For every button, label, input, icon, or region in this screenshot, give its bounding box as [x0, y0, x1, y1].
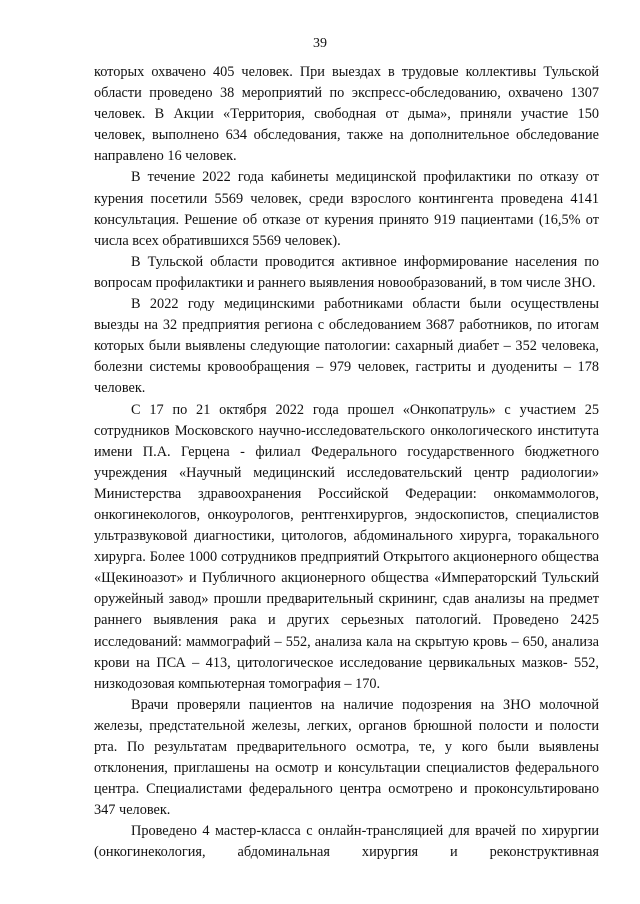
paragraph-enterprise-visits: В 2022 году медицинскими работниками области были осуществлены выезды на 32 предприятия региона с обследованием 3687 работников, по итогам которых были выявлены следующие патологии: сахарный диабет – 352 человека, болезни системы кровообращения – 979 человек, гастриты и дуодениты – 178 человек.	[94, 296, 599, 397]
paragraph-continuation: которых охвачено 405 человек. При выездах в трудовые коллективы Тульской области проведено 38 мероприятий по экспресс-обследованию, охвачено 1307 человек. В Акции «Территория, свободная от дыма», приняли участие 150 человек, выполнено 634 обследования, также на дополнительное обследование направлено 16 человек.	[94, 64, 599, 165]
paragraph-public-information: В Тульской области проводится активное информирование населения по вопросам профилактики и раннего выявления новообразований, в том числе ЗНО.	[94, 253, 599, 291]
body-text	[94, 62, 599, 864]
paragraph-master-classes: Проведено 4 мастер-класса с онлайн-трансляцией для врачей по хирургии (онкогинекология, абдоминальная хирургия и реконструктивная	[94, 823, 599, 861]
paragraph-doctors-examination: Врачи проверяли пациентов на наличие подозрения на ЗНО молочной железы, предстательной железы, легких, органов брюшной полости и полости рта. По результатам предварительного осмотра, те, у кого были выявлены отклонения, приглашены на осмотр и консультации специалистов федерального центра. Специалистами федерального центра осмотрено и проконсультировано 347 человек.	[94, 696, 599, 819]
page-number: 39	[313, 36, 327, 51]
paragraph-onkopatrol: С 17 по 21 октября 2022 года прошел «Онкопатруль» с участием 25 сотрудников Московского научно-исследовательского онкологического института имени П.А. Герцена - филиал Федерального государственного бюджетного учреждения «Научный медицинский исследовательский центр радиологии» Министерства здравоохранения Российской Федерации: онкомаммологов, онкогинекологов, онкоурологов, рентгенхирургов, эндоскопистов, специалистов ультразвуковой диагностики, цитологов, абдоминального хирурга, торакального хирурга. Более 1000 сотрудников предприятий Открытого акционерного общества «Щекиноазот» и Публичного акционерного общества «Императорский Тульский оружейный завод» прошли предварительный скрининг, сдав анализы на предмет раннего выявления рака и других серьезных патологий. Проведено 2425 исследований: маммографий – 552, анализа кала на скрытую кровь – 650, анализа крови на ПСА – 413, цитологическое исследование цервикальных мазков- 552, низкодозовая компьютерная томография – 170.	[94, 401, 599, 692]
paragraph-smoking-cessation: В течение 2022 года кабинеты медицинской профилактики по отказу от курения посетили 5569 человек, среди взрослого контингента проведена 4141 консультация. Решение об отказе от курения принято 919 пациентами (16,5% от числа всех обратившихся 5569 человек).	[94, 169, 599, 249]
